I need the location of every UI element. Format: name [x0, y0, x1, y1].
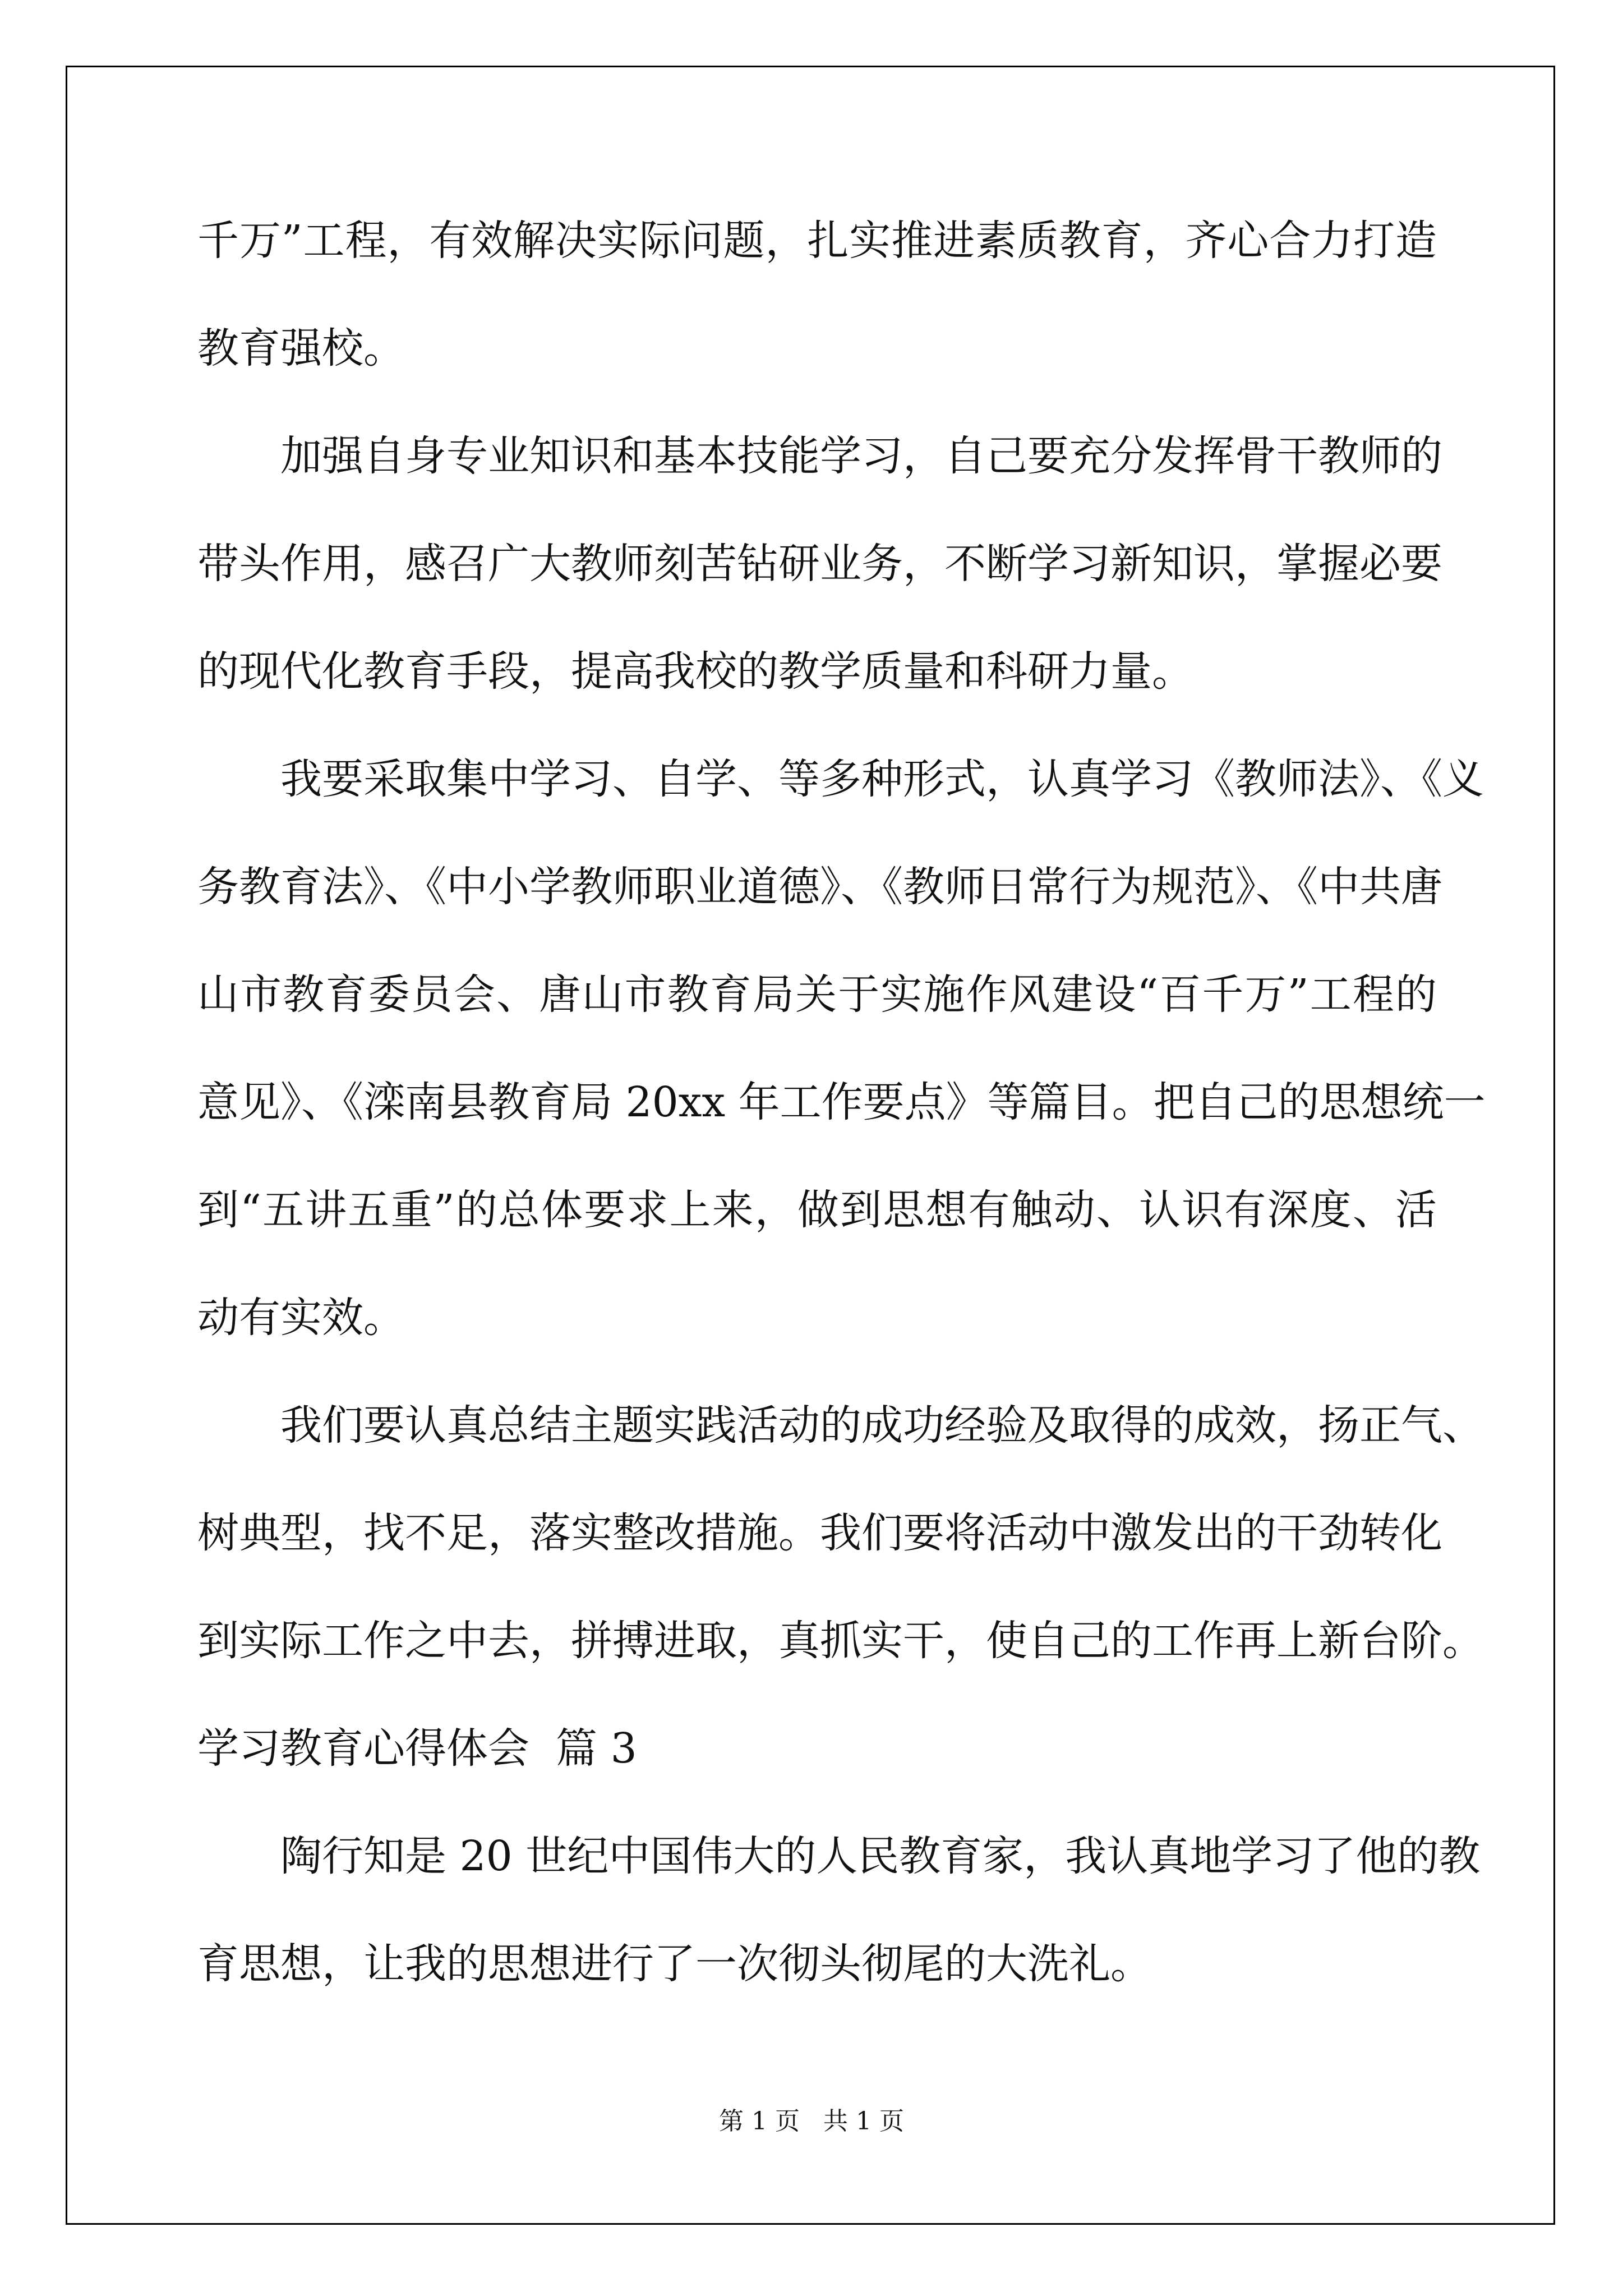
document-body — [197, 209, 1486, 2040]
text-line: 带头作用，感召广大教师刻苦钻研业务，不断学习新知识，掌握必要 — [197, 540, 1442, 588]
text-line: 育思想，让我的思想进行了一次彻头彻尾的大洗礼。 — [197, 1940, 1152, 1988]
text-line: 千万”工程，有效解决实际问题，扎实推进素质教育，齐心合力打造 — [197, 217, 1437, 265]
text-line: 动有实效。 — [197, 1294, 405, 1342]
text-line: 意见》、《滦南县教育局 20xx 年工作要点》等篇目。把自己的思想统一 — [197, 1078, 1486, 1126]
text-line: 的现代化教育手段，提高我校的教学质量和科研力量。 — [197, 647, 1193, 696]
paragraph-start-line: 陶行知是 20 世纪中国伟大的人民教育家，我认真地学习了他的教 — [280, 1832, 1481, 1880]
paragraph-start-line: 加强自身专业知识和基本技能学习，自己要充分发挥骨干教师的 — [280, 432, 1442, 480]
paragraph-start-line: 我要采取集中学习、自学、等多种形式，认真学习《教师法》、《义 — [280, 755, 1484, 803]
page-footer: 第 1 页 共 1 页 — [719, 2107, 904, 2136]
text-line: 到“五讲五重”的总体要求上来，做到思想有触动、认识有深度、活 — [197, 1186, 1437, 1234]
text-line: 到实际工作之中去，拼搏进取，真抓实干，使自己的工作再上新台阶。 — [197, 1617, 1484, 1665]
paragraph-start-line: 我们要认真总结主题实践活动的成功经验及取得的成效，扬正气、 — [280, 1401, 1484, 1450]
text-line: 山市教育委员会、唐山市教育局关于实施作风建设“百千万”工程的 — [197, 970, 1437, 1019]
section-heading: 学习教育心得体会 篇 3 — [197, 1724, 637, 1773]
text-line: 教育强校。 — [197, 324, 405, 372]
text-line: 务教育法》、《中小学教师职业道德》、《教师日常行为规范》、《中共唐 — [197, 863, 1442, 911]
text-line: 树典型，找不足，落实整改措施。我们要将活动中激发出的干劲转化 — [197, 1509, 1442, 1557]
